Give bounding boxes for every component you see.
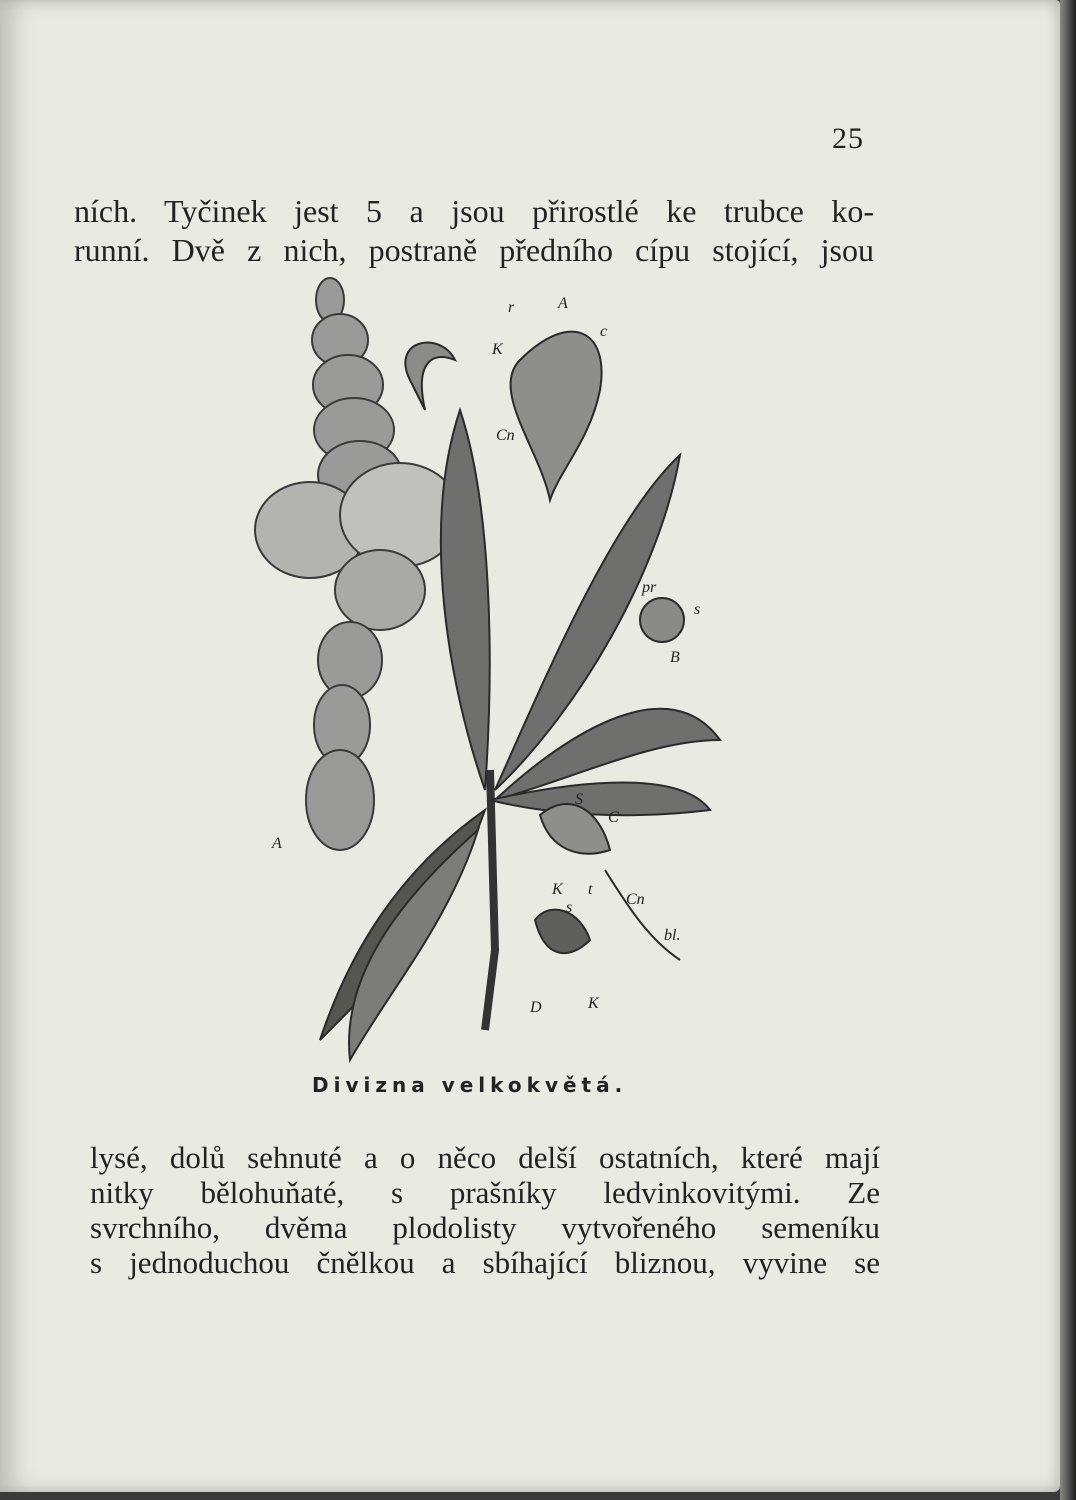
figure-label: K	[588, 995, 599, 1012]
figure-label: pr	[642, 579, 657, 596]
figure-label: t	[588, 881, 593, 898]
text-line: ních. Tyčinek jest 5 a jsou přirostlé ke trubce ko-	[74, 193, 874, 229]
figure-label: K	[552, 881, 563, 898]
figure-label: C	[608, 809, 619, 826]
mullein-illustration	[250, 270, 730, 1070]
figure-label: A	[272, 835, 282, 852]
figure-label: Cn	[496, 427, 515, 444]
figure-label: S	[575, 791, 583, 808]
flower-spike-drawing	[255, 278, 460, 850]
figure-label: A	[558, 295, 568, 312]
figure-label: Cn	[626, 891, 645, 908]
figure-label: K	[492, 341, 503, 358]
top-paragraph	[74, 192, 874, 270]
page-number: 25	[832, 122, 864, 155]
figure-caption: Divizna velkokvětá.	[312, 1073, 628, 1097]
page-edge-shadow	[1060, 0, 1076, 1500]
figure-label: c	[600, 323, 608, 340]
stem-drawing	[485, 770, 495, 1030]
text-line: s jednoduchou čnělkou a sbíhající bliznou, vyvine se	[90, 1245, 880, 1280]
figure-label: D	[530, 999, 542, 1016]
figure-label: s	[566, 899, 573, 916]
figure-label: r	[508, 299, 515, 316]
figure-label: s	[694, 601, 701, 618]
text-line: nitky bělohuňaté, s prašníky ledvinkovitými. Ze	[90, 1175, 880, 1210]
text-line: runní. Dvě z nich, postraně předního cípu stojící, jsou	[74, 232, 874, 268]
figure-label: B	[670, 649, 680, 666]
figure-label: bl.	[664, 927, 681, 944]
text-line: svrchního, dvěma plodolisty vytvořeného semeníku	[90, 1210, 880, 1245]
text-line: lysé, dolů sehnuté a o něco delší ostatních, které mají	[90, 1140, 880, 1175]
bottom-paragraph	[90, 1140, 880, 1280]
